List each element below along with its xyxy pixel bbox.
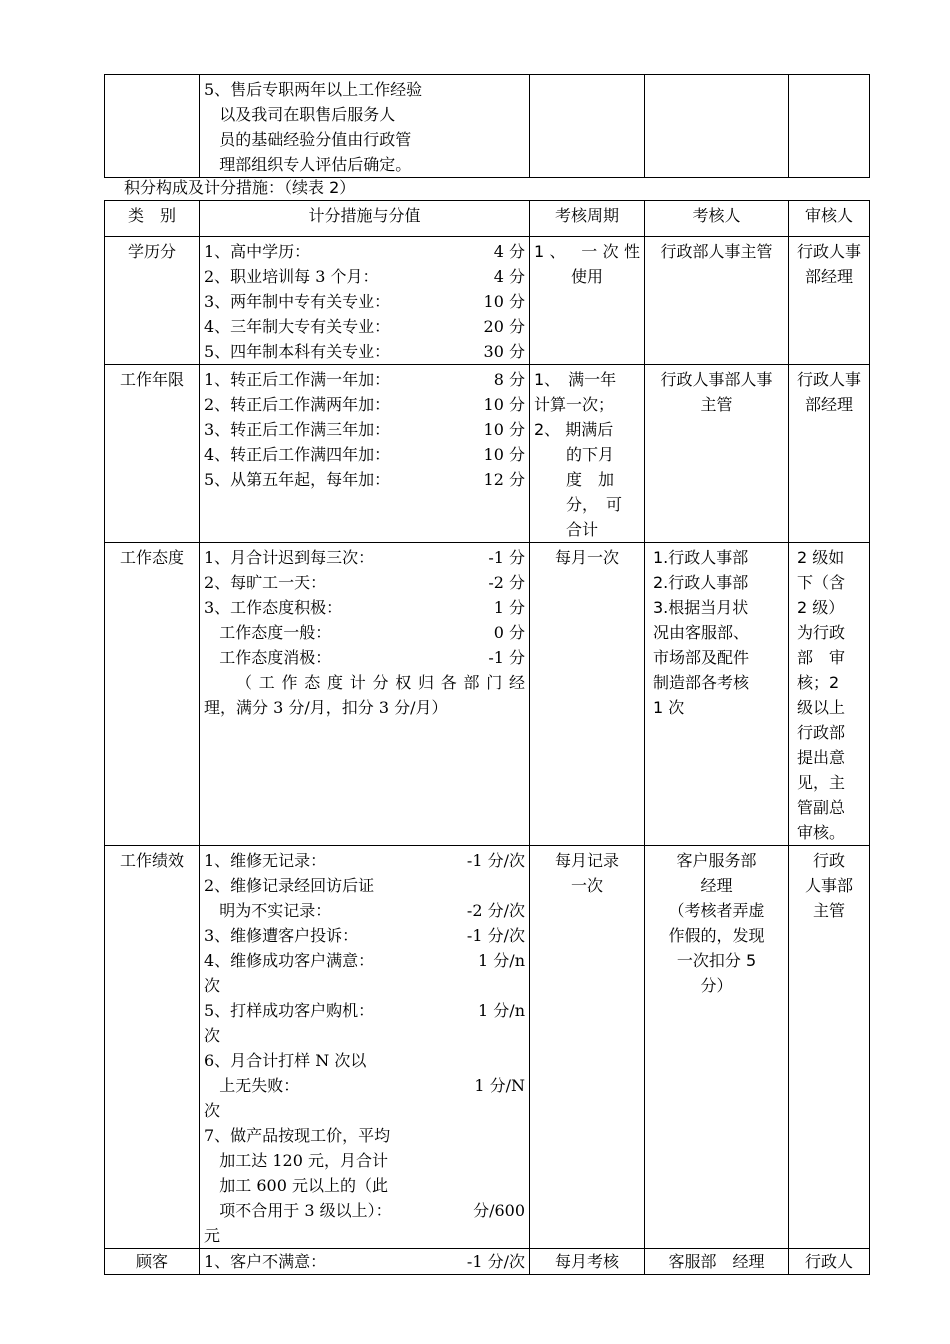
score-line: 1、月合计迟到每三次： -1 分 bbox=[204, 548, 525, 567]
cycle-customer: 每月考核 bbox=[530, 1249, 645, 1275]
reviewer-attitude: 2 级如 下（含 2 级） 为行政 部 审 核；2 级以上 行政部 提出意 见，主 管副总 审核。 bbox=[789, 543, 870, 846]
table-caption: 积分构成及计分措施：（续表 2） bbox=[124, 178, 356, 197]
cycle-attitude: 每月一次 bbox=[530, 543, 645, 846]
score-line: 4、转正后工作满四年加： 10 分 bbox=[204, 445, 525, 464]
score-line: 5、打样成功客户购机： 1 分/n bbox=[204, 1001, 525, 1020]
score-line: 2、每旷工一天： -2 分 bbox=[204, 573, 525, 592]
score-line: 4、三年制大专有关专业： 20 分 bbox=[204, 317, 525, 336]
measures-attitude bbox=[200, 543, 530, 846]
score-line: 元 bbox=[204, 1226, 221, 1245]
cycle-education: 1、 一次性 使用 bbox=[530, 237, 645, 365]
category-performance: 工作绩效 bbox=[105, 846, 200, 1249]
top-cell-reviewer bbox=[789, 75, 870, 178]
top-line: 5、售后专职两年以上工作经验 bbox=[204, 80, 423, 99]
reviewer-years: 行政人事部经理 bbox=[789, 365, 870, 543]
row-performance bbox=[105, 846, 870, 1249]
score-line: 2、职业培训每 3 个月： 4 分 bbox=[204, 267, 525, 286]
top-cell-category bbox=[105, 75, 200, 178]
score-line: 5、四年制本科有关专业： 30 分 bbox=[204, 342, 525, 361]
score-line: 加工 600 元以上的（此 bbox=[204, 1176, 388, 1195]
score-line: 上无失败： 1 分/N bbox=[204, 1076, 525, 1095]
row-years bbox=[105, 365, 870, 543]
score-line: 次 bbox=[204, 1026, 221, 1045]
score-line: 5、从第五年起，每年加： 12 分 bbox=[204, 470, 525, 489]
score-line: 工作态度一般： 0 分 bbox=[204, 623, 525, 642]
assessor-years: 行政人事部人事主管 bbox=[645, 365, 789, 543]
top-line: 理部组织专人评估后确定。 bbox=[204, 155, 412, 174]
score-line: 3、工作态度积极： 1 分 bbox=[204, 598, 525, 617]
header-assessor: 考核人 bbox=[645, 201, 789, 237]
top-line: 以及我司在职售后服务人 bbox=[204, 105, 396, 124]
category-education: 学历分 bbox=[105, 237, 200, 365]
reviewer-performance: 行政 人事部 主管 bbox=[789, 846, 870, 1249]
score-line: 1、维修无记录： -1 分/次 bbox=[204, 851, 525, 870]
category-attitude: 工作态度 bbox=[105, 543, 200, 846]
score-line: 1、转正后工作满一年加： 8 分 bbox=[204, 370, 525, 389]
score-line: 2、维修记录经回访后证 bbox=[204, 876, 375, 895]
score-line: 项不合用于 3 级以上）： 分/600 bbox=[204, 1201, 525, 1220]
score-line: 2、转正后工作满两年加： 10 分 bbox=[204, 395, 525, 414]
score-line: 7、做产品按现工价，平均 bbox=[204, 1126, 391, 1145]
reviewer-customer: 行政人 bbox=[789, 1249, 870, 1275]
scoring-table bbox=[104, 200, 870, 1275]
header-category: 类 别 bbox=[105, 201, 200, 237]
score-line: 工作态度消极： -1 分 bbox=[204, 648, 525, 667]
assessor-performance: 客户服务部 经理 （考核者弄虚 作假的，发现 一次扣分 5 分） bbox=[645, 846, 789, 1249]
score-line: 4、维修成功客户满意： 1 分/n bbox=[204, 951, 525, 970]
measures-customer bbox=[200, 1249, 530, 1275]
assessor-education: 行政部人事主管 bbox=[645, 237, 789, 365]
top-line: 员的基础经验分值由行政管 bbox=[204, 130, 412, 149]
score-line: 3、两年制中专有关专业： 10 分 bbox=[204, 292, 525, 311]
note-line: （工作态度计分权归各部门经 bbox=[236, 673, 525, 692]
measures-education bbox=[200, 237, 530, 365]
assessor-customer: 客服部 经理 bbox=[645, 1249, 789, 1275]
header-measures: 计分措施与分值 bbox=[200, 201, 530, 237]
cycle-performance: 每月记录 一次 bbox=[530, 846, 645, 1249]
top-cell-assessor bbox=[645, 75, 789, 178]
assessor-attitude: 1.行政人事部 2.行政人事部 3.根据当月状 况由客服部、 市场部及配件 制造部各考核 1 次 bbox=[645, 543, 789, 846]
header-cycle: 考核周期 bbox=[530, 201, 645, 237]
row-attitude bbox=[105, 543, 870, 846]
score-line: 加工达 120 元，月合计 bbox=[204, 1151, 388, 1170]
header-reviewer: 审核人 bbox=[789, 201, 870, 237]
score-line: 3、维修遭客户投诉： -1 分/次 bbox=[204, 926, 525, 945]
note-line: 理，满分 3 分/月，扣分 3 分/月） bbox=[204, 698, 448, 717]
score-line: 次 bbox=[204, 1101, 221, 1120]
category-years: 工作年限 bbox=[105, 365, 200, 543]
score-line: 3、转正后工作满三年加： 10 分 bbox=[204, 420, 525, 439]
measures-years bbox=[200, 365, 530, 543]
score-line: 次 bbox=[204, 976, 221, 995]
reviewer-education: 行政人事部经理 bbox=[789, 237, 870, 365]
cycle-years: 1、 满一年 计算一次； 2、 期满后 的下月 度 加 分， 可 合计 bbox=[530, 365, 645, 543]
header-row bbox=[105, 201, 870, 237]
top-cell-measures bbox=[200, 75, 530, 178]
measures-performance bbox=[200, 846, 530, 1249]
row-education bbox=[105, 237, 870, 365]
score-line: 1、高中学历： 4 分 bbox=[204, 242, 525, 261]
row-customer bbox=[105, 1249, 870, 1275]
score-line: 6、月合计打样 N 次以 bbox=[204, 1051, 367, 1070]
category-customer: 顾客 bbox=[105, 1249, 200, 1275]
score-line: 明为不实记录： -2 分/次 bbox=[204, 901, 525, 920]
top-table bbox=[104, 74, 870, 178]
top-cell-cycle bbox=[530, 75, 645, 178]
score-line: 1、客户不满意： -1 分/次 bbox=[204, 1252, 525, 1271]
